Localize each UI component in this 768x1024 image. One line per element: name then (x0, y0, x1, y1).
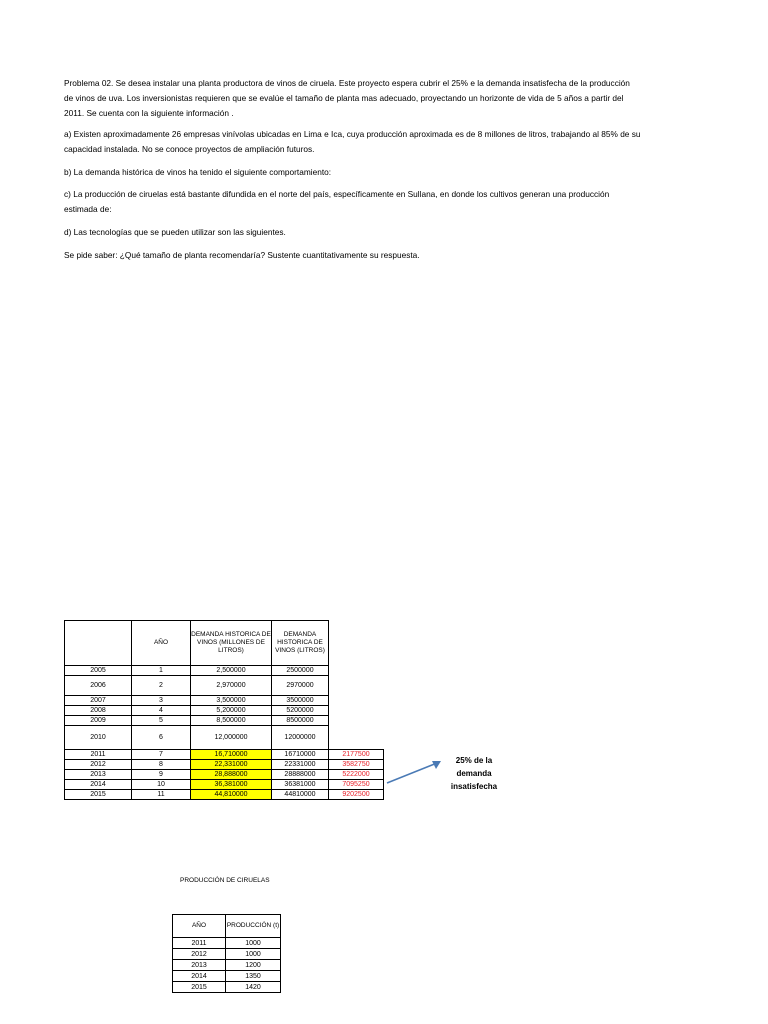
cell-millions: 5,200000 (191, 706, 272, 716)
cell-production: 1000 (226, 949, 281, 960)
note-line-2: demanda (456, 769, 492, 778)
cell-year: 2014 (65, 780, 132, 790)
table-row (173, 971, 281, 982)
cell-production: 1200 (226, 960, 281, 971)
table-row (65, 790, 384, 800)
note-line-1: 25% de la (455, 756, 493, 765)
cell-year: 2011 (173, 938, 226, 949)
cell-liters: 36381000 (272, 780, 329, 790)
cell-liters: 5200000 (272, 706, 329, 716)
cell-millions-highlighted: 36,381000 (191, 780, 272, 790)
cell-production: 1000 (226, 938, 281, 949)
cell-liters: 12000000 (272, 726, 329, 750)
cell-liters: 44810000 (272, 790, 329, 800)
intro-line-1: Problema 02. Se desea instalar una planta productora de vinos de ciruela. Este proyecto espera cubrir el 25% e la demanda insatisfecha de la producción (64, 78, 630, 88)
cell-liters: 16710000 (272, 750, 329, 760)
cell-index: 11 (132, 790, 191, 800)
table-row (65, 760, 384, 770)
cell-index: 4 (132, 706, 191, 716)
demand-table (64, 620, 384, 800)
cell-index: 9 (132, 770, 191, 780)
cell-unsatisfied-quarter: 9202500 (329, 790, 384, 800)
cell-index: 6 (132, 726, 191, 750)
cell-empty (329, 726, 384, 750)
cell-empty (329, 696, 384, 706)
cell-year: 2015 (65, 790, 132, 800)
point-a-line-1: a) Existen aproximadamente 26 empresas vinívolas ubicadas en Lima e Ica, cuya producción aproximada es de 8 millones de litros, trabajando al 85% de su (64, 129, 641, 139)
table-row (173, 949, 281, 960)
cell-index: 5 (132, 716, 191, 726)
cell-year: 2012 (65, 760, 132, 770)
cell-millions-highlighted: 44,810000 (191, 790, 272, 800)
arrow-icon (385, 758, 445, 788)
cell-empty (329, 706, 384, 716)
cell-unsatisfied-quarter: 3582750 (329, 760, 384, 770)
cell-millions: 8,500000 (191, 716, 272, 726)
cell-year: 2012 (173, 949, 226, 960)
cell-liters: 8500000 (272, 716, 329, 726)
cell-index: 2 (132, 676, 191, 696)
cell-production: 1420 (226, 982, 281, 993)
production-title: PRODUCCIÓN DE CIRUELAS (180, 877, 270, 884)
cell-year: 2005 (65, 666, 132, 676)
table-row (65, 750, 384, 760)
cell-empty (329, 716, 384, 726)
cell-millions-highlighted: 22,331000 (191, 760, 272, 770)
table-row (65, 676, 384, 696)
cell-year: 2009 (65, 716, 132, 726)
header-liters: DEMANDA HISTORICA DE VINOS (LITROS) (272, 621, 329, 666)
table-row (173, 960, 281, 971)
cell-millions: 12,000000 (191, 726, 272, 750)
header-spacer (329, 621, 384, 666)
cell-year: 2015 (173, 982, 226, 993)
cell-index: 10 (132, 780, 191, 790)
production-table (172, 914, 281, 993)
cell-liters: 3500000 (272, 696, 329, 706)
table-row (65, 666, 384, 676)
cell-liters: 22331000 (272, 760, 329, 770)
table-row (65, 706, 384, 716)
point-b: b) La demanda histórica de vinos ha tenido el siguiente comportamiento: (64, 167, 332, 177)
table-row (65, 780, 384, 790)
note-line-3: insatisfecha (450, 782, 498, 791)
question: Se pide saber: ¿Qué tamaño de planta recomendaría? Sustente cuantitativamente su respuesta. (64, 250, 420, 260)
unsatisfied-demand-note (446, 754, 502, 793)
cell-index: 8 (132, 760, 191, 770)
cell-empty (329, 666, 384, 676)
cell-empty (329, 676, 384, 696)
intro-line-3: 2011. Se cuenta con la siguiente información . (64, 108, 234, 118)
cell-year: 2006 (65, 676, 132, 696)
cell-year: 2011 (65, 750, 132, 760)
cell-millions: 3,500000 (191, 696, 272, 706)
problem-intro (64, 76, 704, 121)
cell-year: 2013 (65, 770, 132, 780)
cell-unsatisfied-quarter: 5222000 (329, 770, 384, 780)
point-c-line-2: estimada de: (64, 204, 112, 214)
table-row (173, 982, 281, 993)
table-row (65, 696, 384, 706)
cell-year: 2013 (173, 960, 226, 971)
production-header-year: AÑO (173, 915, 226, 938)
header-year (65, 621, 132, 666)
cell-production: 1350 (226, 971, 281, 982)
cell-year: 2010 (65, 726, 132, 750)
point-a-line-2: capacidad instalada. No se conoce proyectos de ampliación futuros. (64, 144, 315, 154)
point-d: d) Las tecnologías que se pueden utilizar son las siguientes. (64, 227, 286, 237)
cell-year: 2007 (65, 696, 132, 706)
cell-unsatisfied-quarter: 2177500 (329, 750, 384, 760)
demand-table-header-row (65, 621, 384, 666)
point-c (64, 187, 704, 217)
cell-millions-highlighted: 16,710000 (191, 750, 272, 760)
cell-year: 2014 (173, 971, 226, 982)
cell-liters: 2970000 (272, 676, 329, 696)
header-index: AÑO (132, 621, 191, 666)
table-row (65, 726, 384, 750)
header-millions: DEMANDA HISTORICA DE VINOS (MILLONES DE LITROS) (191, 621, 272, 666)
table-row (173, 938, 281, 949)
cell-millions-highlighted: 28,888000 (191, 770, 272, 780)
table-row (65, 770, 384, 780)
cell-index: 3 (132, 696, 191, 706)
production-header-value: PRODUCCIÓN (t) (226, 915, 281, 938)
cell-millions: 2,970000 (191, 676, 272, 696)
point-a (64, 127, 704, 157)
production-header-row (173, 915, 281, 938)
cell-index: 1 (132, 666, 191, 676)
cell-index: 7 (132, 750, 191, 760)
table-row (65, 716, 384, 726)
cell-unsatisfied-quarter: 7095250 (329, 780, 384, 790)
point-c-line-1: c) La producción de ciruelas está bastante difundida en el norte del país, específicamente en Sullana, en donde los cultivos generan una producción (64, 189, 610, 199)
cell-year: 2008 (65, 706, 132, 716)
cell-millions: 2,500000 (191, 666, 272, 676)
intro-line-2: de vinos de uva. Los inversionistas requieren que se evalúe el tamaño de planta mas adecuado, proyectando un horizonte de vida de 5 años a partir del (64, 93, 624, 103)
cell-liters: 2500000 (272, 666, 329, 676)
cell-liters: 28888000 (272, 770, 329, 780)
